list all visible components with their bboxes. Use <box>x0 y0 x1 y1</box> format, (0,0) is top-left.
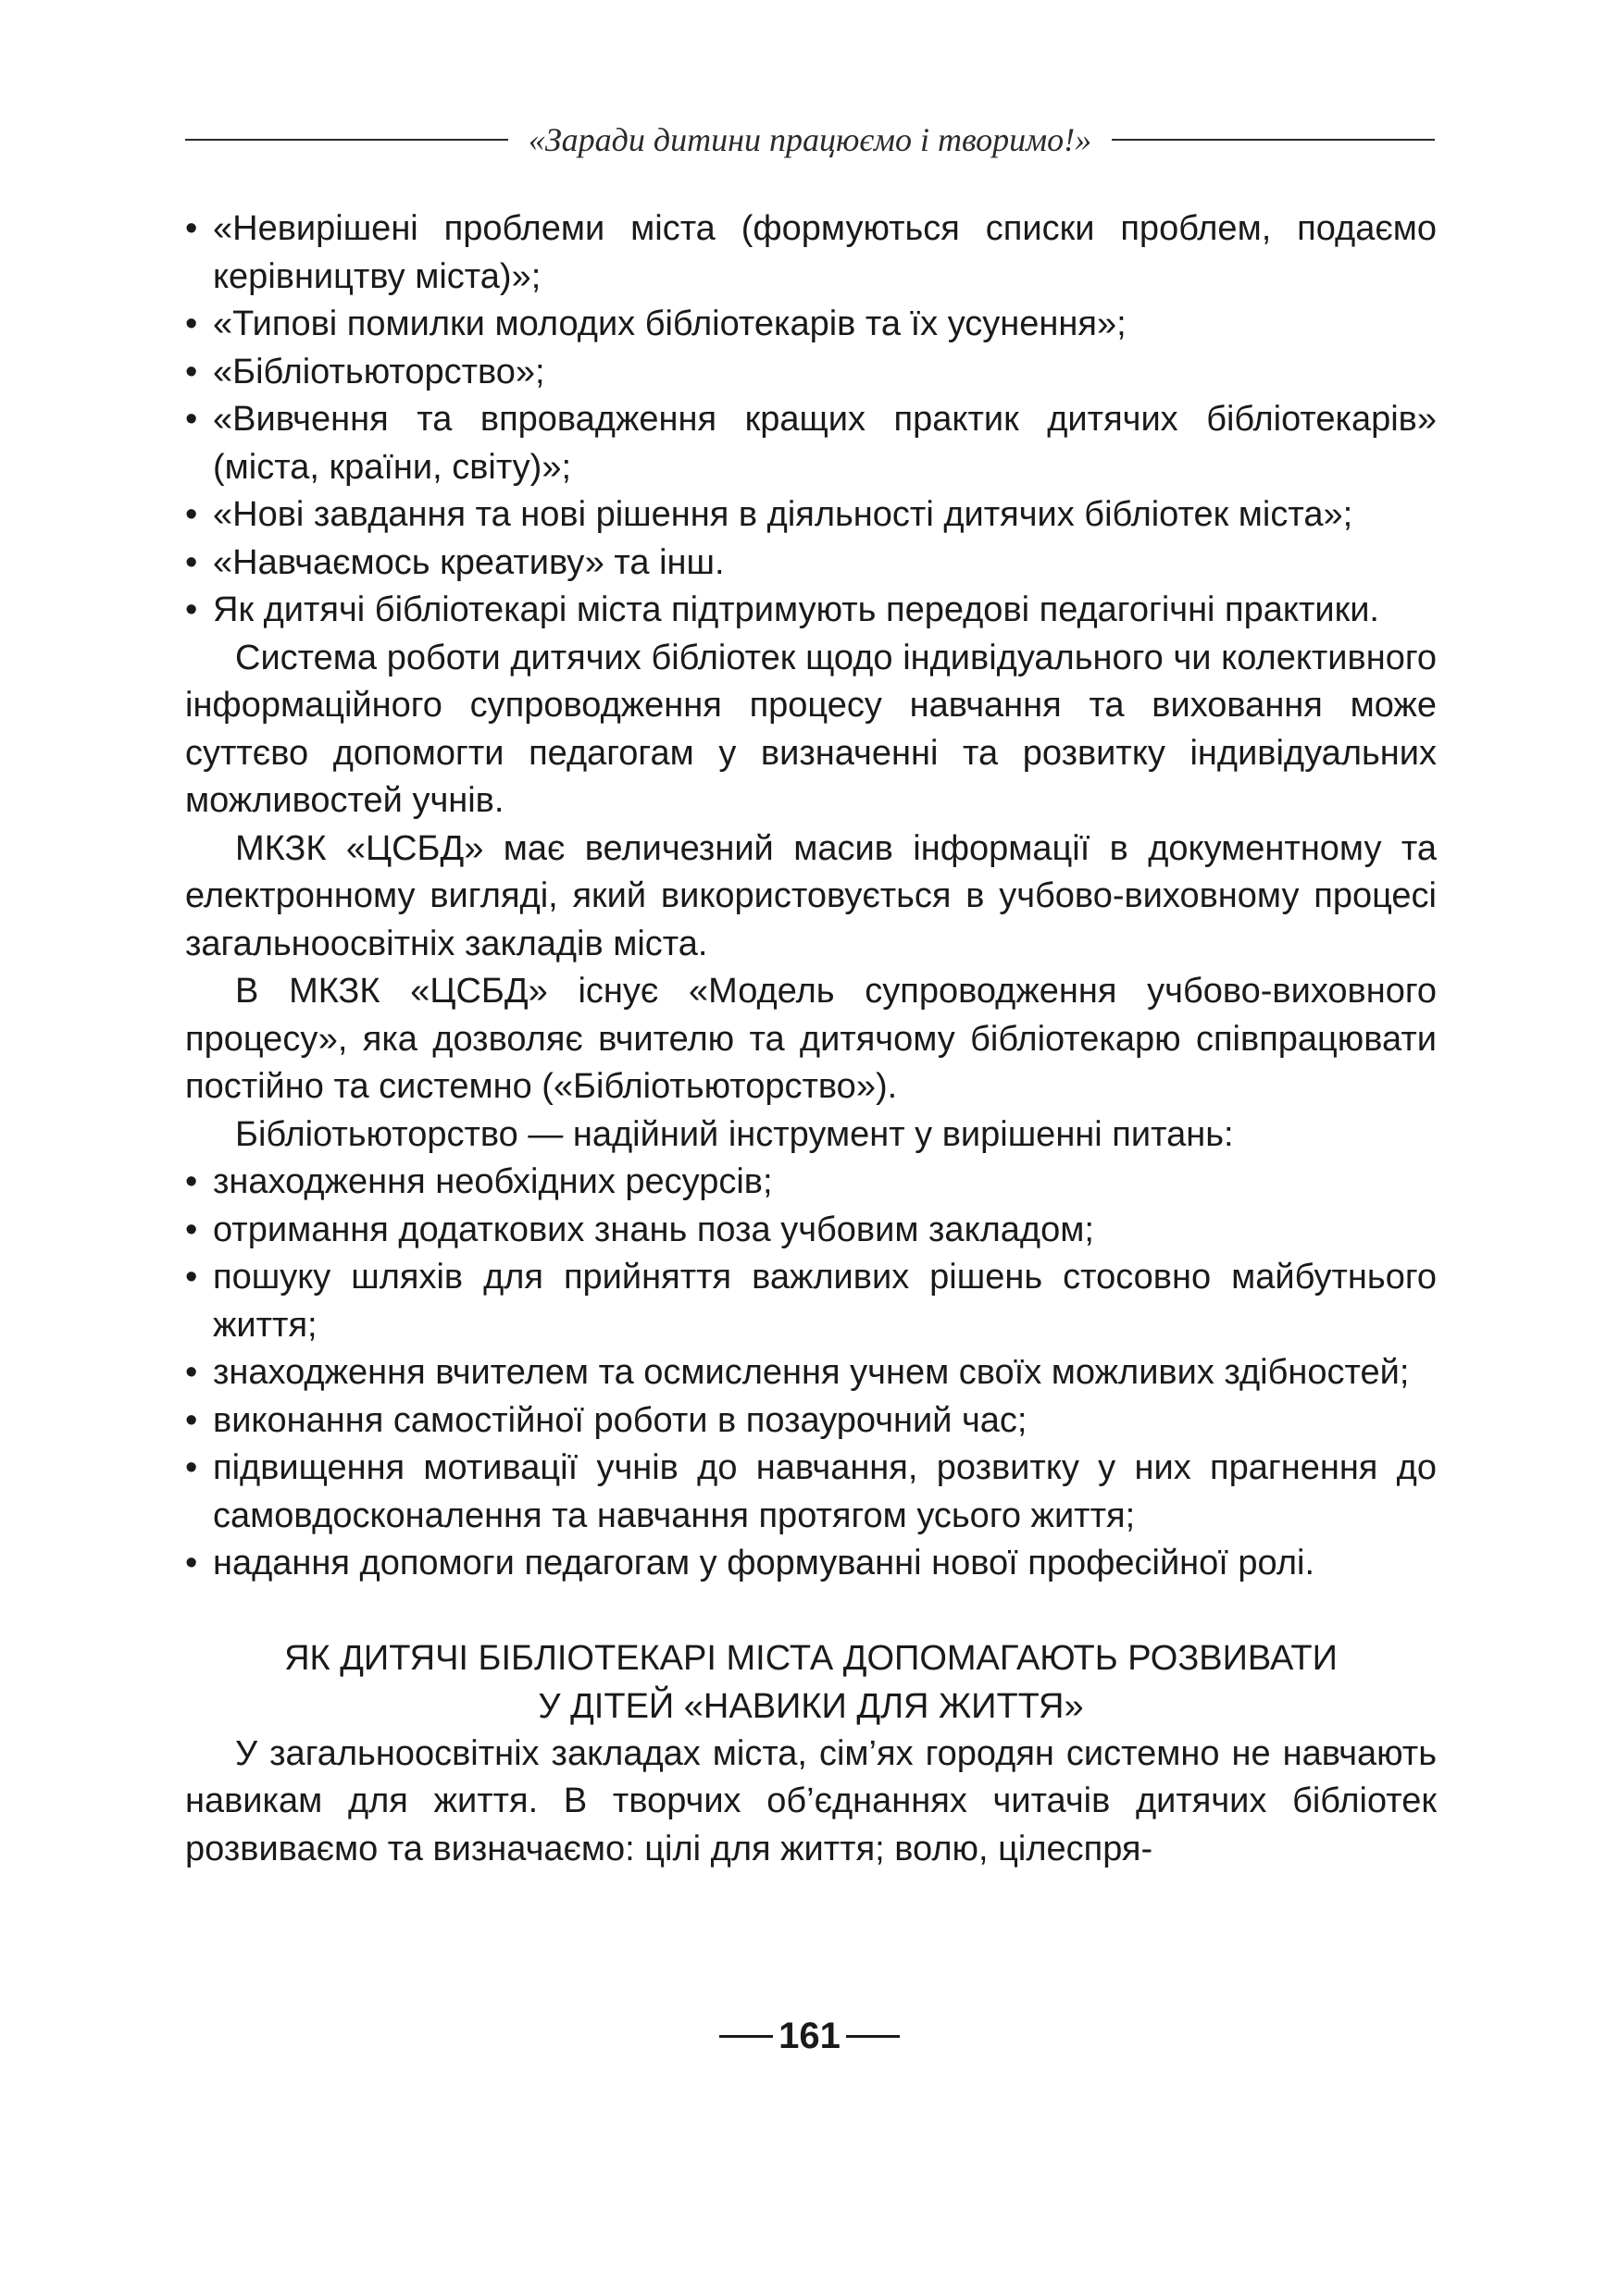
bullet-list-topics <box>185 205 1437 635</box>
bullet-icon: • <box>185 209 198 248</box>
footer-rule-left <box>719 2035 773 2038</box>
header-rule-left <box>185 139 508 141</box>
list-item: • «Типові помилки молодих бібліотекарів та їх усунення»; <box>185 301 1437 349</box>
list-item: • «Бібліотьюторство»; <box>185 349 1437 397</box>
paragraph: У загальноосвітніх закладах міста, сім’ях городян системно не навчають навикам для життя. В творчих об’єднаннях читачів дитячих бібліотек розвиваємо та визначаємо: цілі для життя; волю, цілеспря- <box>185 1733 1437 1868</box>
bullet-icon: • <box>185 400 198 439</box>
list-item: • «Вивчення та впровадження кращих практик дитячих бібліотекарів» (міста, країни, світу)»; <box>185 396 1437 491</box>
page-number: 161 <box>778 2016 841 2056</box>
bullet-icon: • <box>185 1353 198 1392</box>
bullet-icon: • <box>185 1400 198 1440</box>
bullet-icon: • <box>185 1544 198 1582</box>
bullet-icon: • <box>185 304 198 343</box>
list-item: • надання допомоги педагогам у формуванні нової професійної ролі. <box>185 1540 1437 1588</box>
bullet-icon: • <box>185 495 198 534</box>
paragraph: МКЗК «ЦСБД» має величезний масив інформації в документному та електронному вигляді, який використовується в учбово-виховному процесі загальноосвітніх закладів міста. <box>185 828 1437 963</box>
bullet-icon: • <box>185 352 198 391</box>
list-item: • Як дитячі бібліотекарі міста підтримують передові педагогічні практики. <box>185 587 1437 635</box>
header-rule-right <box>1112 139 1435 141</box>
running-header <box>185 117 1435 163</box>
list-item: • знаходження необхідних ресурсів; <box>185 1159 1437 1207</box>
section-heading-line-1: ЯК ДИТЯЧІ БІБЛІОТЕКАРІ МІСТА ДОПОМАГАЮТЬ РОЗВИВАТИ <box>284 1638 1338 1678</box>
running-title: «Заради дитини працюємо і творимо!» <box>528 121 1092 158</box>
list-item: • підвищення мотивації учнів до навчання, розвитку у них прагнення до самовдосконалення та навчання протягом усього життя; <box>185 1445 1437 1540</box>
biblioturing-intro: Бібліотьюторство — надійний інструмент у вирішенні питань: <box>235 1114 1234 1154</box>
list-item: • виконання самостійної роботи в позаурочний час; <box>185 1397 1437 1446</box>
bullet-icon: • <box>185 1210 198 1249</box>
bullet-icon: • <box>185 542 198 582</box>
list-item: • знаходження вчителем та осмислення учнем своїх можливих здібностей; <box>185 1349 1437 1397</box>
footer-rule-right <box>846 2035 900 2038</box>
paragraph: Система роботи дитячих бібліотек щодо індивідуального чи колективного інформаційного супроводження процесу навчання та виховання може суттєво допомогти педагогам у визначенні та розвитку індивідуальних можливостей учнів. <box>185 638 1437 820</box>
bullet-icon: • <box>185 590 198 629</box>
section-heading <box>185 1634 1437 1731</box>
list-item: • «Навчаємось креативу» та інш. <box>185 540 1437 588</box>
section-heading-line-2: У ДІТЕЙ «НАВИКИ ДЛЯ ЖИТТЯ» <box>538 1686 1084 1726</box>
bullet-icon: • <box>185 1162 198 1201</box>
list-item: • отримання додаткових знань поза учбовим закладом; <box>185 1207 1437 1255</box>
bullet-list-biblioturing <box>185 1159 1437 1588</box>
bullet-icon: • <box>185 1258 198 1297</box>
list-item: • «Нові завдання та нові рішення в діяльності дитячих бібліотек міста»; <box>185 491 1437 540</box>
bullet-icon: • <box>185 1448 198 1487</box>
page-body <box>185 205 1437 1873</box>
list-item: • пошуку шляхів для прийняття важливих рішень стосовно майбутнього життя; <box>185 1254 1437 1349</box>
page-footer <box>0 2016 1619 2057</box>
list-item: • «Невирішені проблеми міста (формуються списки проблем, подаємо керівництву міста)»; <box>185 205 1437 301</box>
paragraph: В МКЗК «ЦСБД» існує «Модель супроводження учбово-виховного процесу», яка дозволяє вчителю та дитячому бібліотекарю співпрацювати постійно та системно («Бібліотьюторство»). <box>185 972 1437 1106</box>
